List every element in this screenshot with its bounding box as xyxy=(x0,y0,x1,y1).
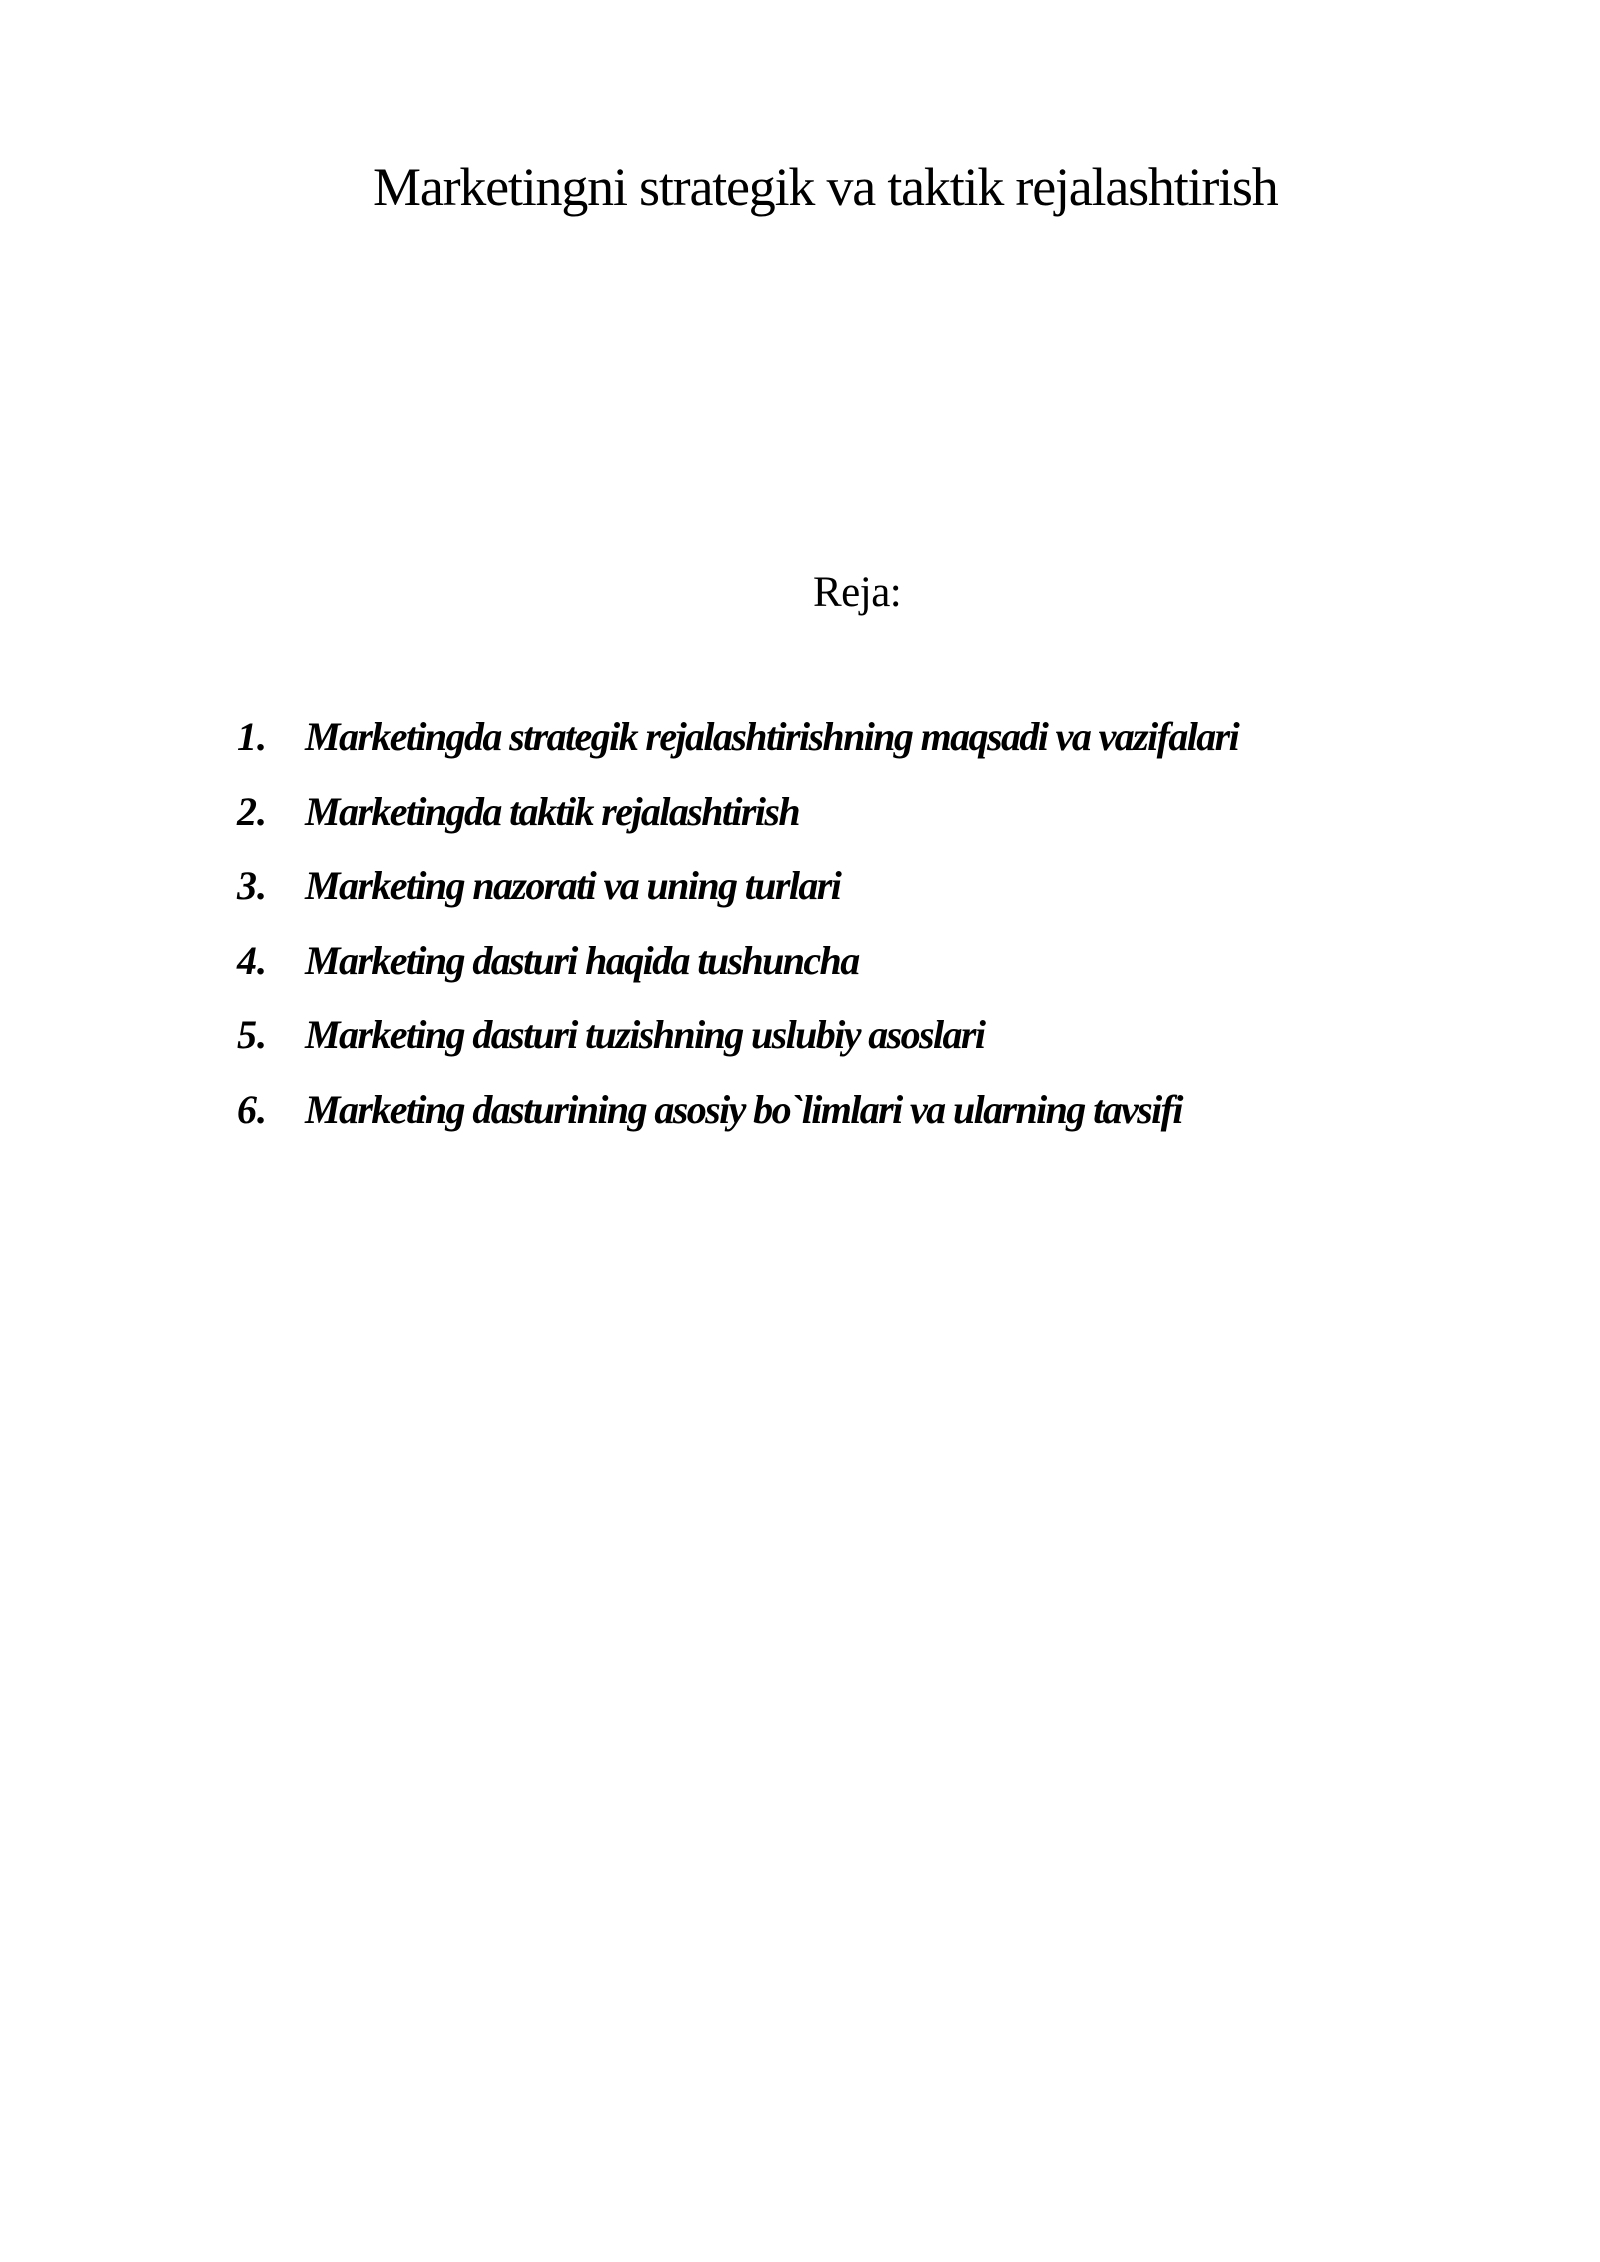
plan-item-number: 1. xyxy=(237,714,267,759)
plan-item-number: 3. xyxy=(237,863,267,909)
plan-item-number: 2. xyxy=(237,788,267,834)
plan-item xyxy=(237,1086,1238,1161)
plan-item-text: Marketing dasturi haqida tushuncha xyxy=(305,937,859,983)
plan-item-text: Marketingda taktik rejalashtirish xyxy=(305,788,799,834)
plan-list xyxy=(237,713,1238,1161)
plan-item xyxy=(237,1011,1238,1086)
plan-item-text: Marketing dasturi tuzishning uslubiy asoslari xyxy=(305,1012,985,1058)
plan-item-number: 4. xyxy=(237,937,267,983)
plan-item-text: Marketing nazorati va uning turlari xyxy=(305,863,841,909)
plan-heading: Reja: xyxy=(813,569,902,616)
plan-item xyxy=(237,937,1238,1012)
plan-item xyxy=(237,862,1238,937)
plan-item xyxy=(237,788,1238,863)
plan-item-text: Marketingda strategik rejalashtirishning maqsadi va vazifalari xyxy=(305,714,1239,759)
plan-item-number: 6. xyxy=(237,1086,267,1132)
plan-item xyxy=(237,713,1238,788)
document-title: Marketingni strategik va taktik rejalashtirish xyxy=(373,157,1278,217)
plan-item-number: 5. xyxy=(237,1012,267,1058)
plan-item-text: Marketing dasturining asosiy bo`limlari va ularning tavsifi xyxy=(305,1086,1182,1132)
